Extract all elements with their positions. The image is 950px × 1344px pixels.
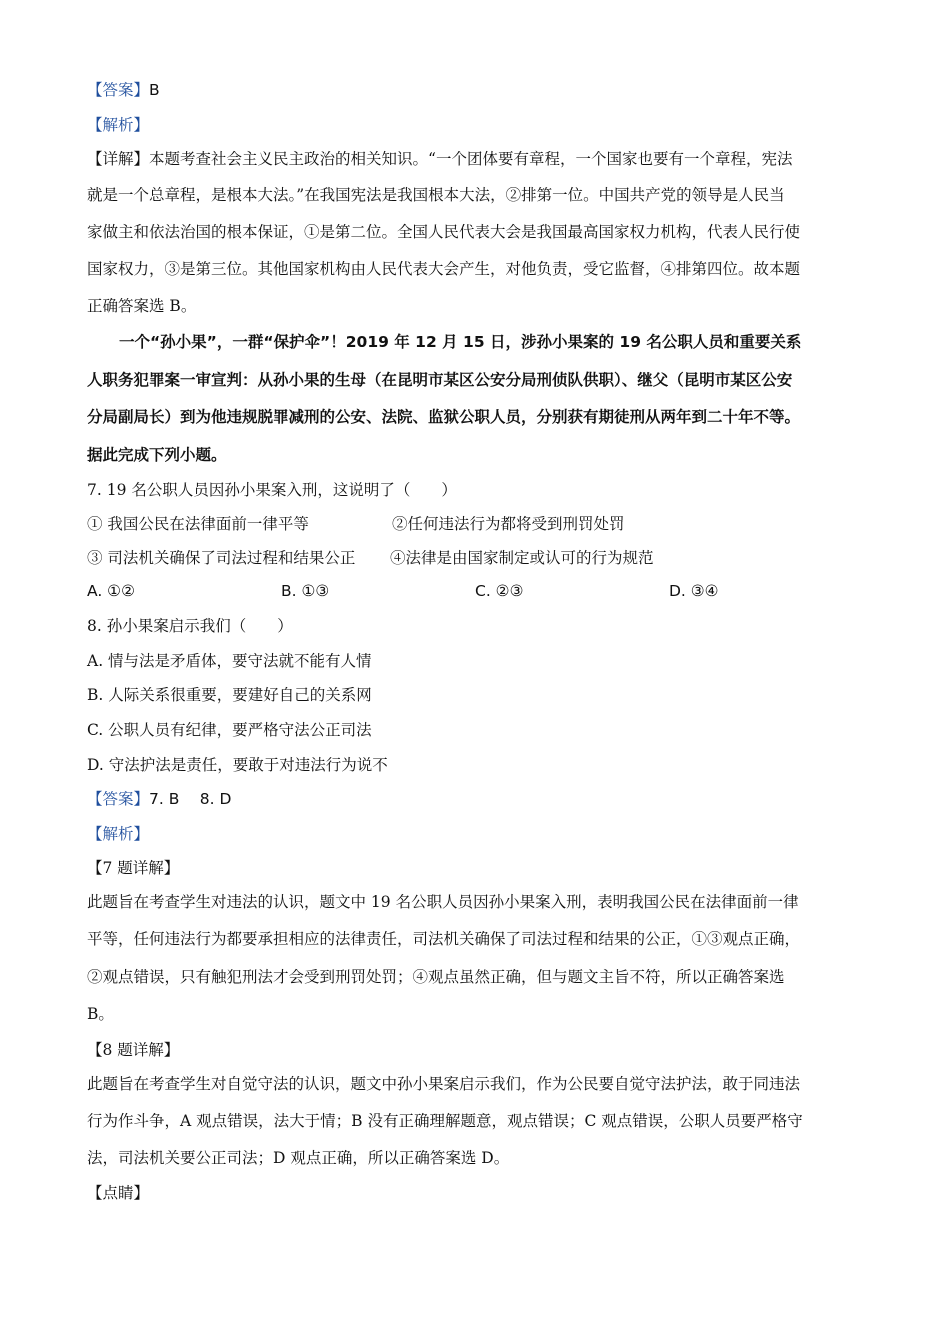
q8-detail-line-2: 行为作斗争，A 观点错误，法大于情；B 没有正确理解题意，观点错误；C 观点错误，公职人员要严格守 (87, 1112, 803, 1130)
detail-line-1: 【详解】本题考查社会主义民主政治的相关知识。“一个团体要有章程，一个国家也要有一个章程，宪法 (87, 150, 793, 168)
q7-detail-line-4: B。 (87, 1005, 114, 1023)
dianjing-tag: 【点睛】 (87, 1184, 150, 1202)
q7-option-b: B. ①③ (281, 582, 330, 600)
q7-detail-line-1: 此题旨在考查学生对违法的认识，题文中 19 名公职人员因孙小果案入刑，表明我国公民在法律面前一律 (87, 893, 799, 911)
detail-line-3: 家做主和依法治国的根本保证，①是第二位。全国人民代表大会是我国最高国家权力机构，代表人民行使 (87, 223, 801, 241)
answer-values: 7. B 8. D (149, 790, 232, 808)
q7-item-3: ③ 司法机关确保了司法过程和结果公正 (87, 549, 356, 567)
q8-stem: 8. 孙小果案启示我们（ ） (87, 617, 293, 635)
answers-line (87, 788, 231, 810)
q7-option-d: D. ③④ (669, 582, 719, 600)
q8-detail-tag: 【8 题详解】 (87, 1041, 180, 1059)
q7-detail-line-3: ②观点错误，只有触犯刑法才会受到刑罚处罚；④观点虽然正确，但与题文主旨不符，所以正确答案选 (87, 968, 785, 986)
q7-stem: 7. 19 名公职人员因孙小果案入刑，这说明了（ ） (87, 481, 457, 499)
material-line-1: 一个“孙小果”，一群“保护伞”！2019 年 12 月 15 日，涉孙小果案的 19 名公职人员和重要关系 (119, 333, 802, 351)
answer-value: B (149, 81, 160, 99)
answer-tag: 【答案】 (87, 790, 150, 808)
detail-line-5: 正确答案选 B。 (87, 297, 197, 315)
analysis-tag: 【解析】 (87, 825, 150, 843)
q8-detail-line-3: 法，司法机关要公正司法；D 观点正确，所以正确答案选 D。 (87, 1149, 510, 1167)
analysis-tag: 【解析】 (87, 116, 150, 134)
q8-option-a: A. 情与法是矛盾体，要守法就不能有人情 (87, 652, 372, 670)
detail-tag: 【详解】 (87, 150, 150, 168)
q7-item-4: ④法律是由国家制定或认可的行为规范 (390, 549, 654, 567)
material-line-2: 人职务犯罪案一审宣判：从孙小果的生母（在昆明市某区公安分局刑侦队供职）、继父（昆明市某区公安 (87, 371, 793, 389)
q7-item-1: ① 我国公民在法律面前一律平等 (87, 515, 309, 533)
q7-item-2: ②任何违法行为都将受到刑罚处罚 (392, 515, 625, 533)
q7-detail-tag: 【7 题详解】 (87, 859, 180, 877)
q8-option-c: C. 公职人员有纪律，要严格守法公正司法 (87, 721, 372, 739)
detail-line-2: 就是一个总章程，是根本大法。”在我国宪法是我国根本大法，②排第一位。中国共产党的领导是人民当 (87, 186, 785, 204)
detail-line-4: 国家权力，③是第三位。其他国家机构由人民代表大会产生，对他负责，受它监督，④排第四位。故本题 (87, 260, 801, 278)
q7-option-a: A. ①② (87, 582, 135, 600)
q8-option-d: D. 守法护法是责任，要敢于对违法行为说不 (87, 756, 388, 774)
material-line-4: 据此完成下列小题。 (87, 446, 227, 464)
q7-detail-line-2: 平等，任何违法行为都要承担相应的法律责任，司法机关确保了司法过程和结果的公正，①③观点正确， (87, 930, 801, 948)
material-line-3: 分局副局长）到为他违规脱罪减刑的公安、法院、监狱公职人员，分别获有期徒刑从两年到二十年不等。 (87, 408, 801, 426)
q8-option-b: B. 人际关系很重要，要建好自己的关系网 (87, 686, 372, 704)
q6-answer-line (87, 79, 160, 101)
q7-option-c: C. ②③ (475, 582, 524, 600)
q8-detail-line-1: 此题旨在考查学生对自觉守法的认识，题文中孙小果案启示我们，作为公民要自觉守法护法，敢于同违法 (87, 1075, 801, 1093)
answer-tag: 【答案】 (87, 81, 150, 99)
